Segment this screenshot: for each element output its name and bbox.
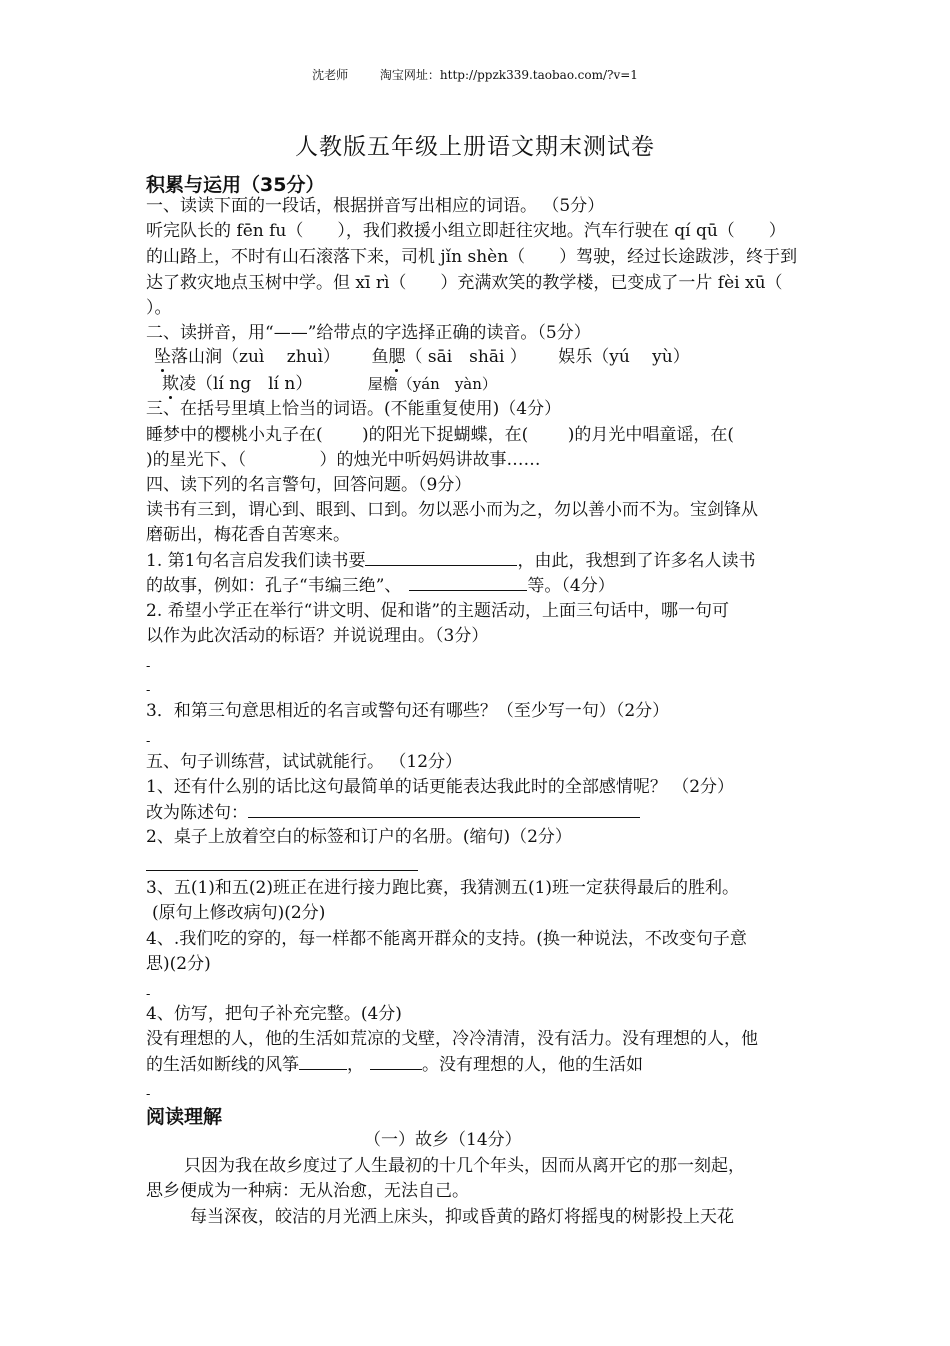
q5-line-1: 1、还有什么别的话比这句最简单的话更能表达我此时的全部感情呢？ （2分） bbox=[146, 777, 735, 797]
answer-line-mark: - bbox=[146, 1087, 151, 1102]
q4-quote-b: 磨砺出，梅花香自苦寒来。 bbox=[146, 525, 350, 545]
reading-1-title: （一）故乡（14分） bbox=[364, 1130, 522, 1150]
q1-line-d: ）。 bbox=[146, 298, 172, 318]
q5-text: 。没有理想的人，他的生活如 bbox=[422, 1055, 643, 1075]
q4-text: 等。（4分） bbox=[527, 576, 615, 596]
q5-line-2 bbox=[146, 801, 640, 824]
page-header bbox=[0, 66, 950, 83]
q5-line-8: 4、仿写，把句子补充完整。(4分) bbox=[146, 1004, 402, 1024]
q2-line-b bbox=[162, 373, 497, 395]
q3-heading: 三、在括号里填上恰当的词语。(不能重复使用)（4分） bbox=[146, 399, 562, 419]
q2-item-3: 娱乐（yú yù） bbox=[558, 347, 690, 367]
q5-text: ， bbox=[347, 1055, 364, 1075]
q5-text: 的生活如断线的风筝 bbox=[146, 1055, 299, 1075]
answer-line-mark: - bbox=[146, 987, 151, 1002]
answer-line-mark: - bbox=[146, 734, 151, 749]
q5-line-7: 思)(2分) bbox=[146, 954, 211, 974]
q2-item-1: 落山涧（zuì zhuì） bbox=[171, 347, 341, 367]
q4-text: 1. 第1句名言启发我们读书要 bbox=[146, 551, 366, 571]
q5-heading: 五、句子训练营，试试就能行。 （12分） bbox=[146, 752, 463, 772]
q2-line-a bbox=[154, 346, 690, 368]
q5-line-5: (原句上修改病句)(2分) bbox=[152, 903, 326, 923]
header-shop-url: 淘宝网址：http://ppzk339.taobao.com/?v=1 bbox=[379, 68, 638, 82]
q5-text: 改为陈述句： bbox=[146, 803, 248, 823]
q2-item-2-pinyin: （ sāi shāi ） bbox=[405, 347, 527, 367]
q2-heading: 二、读拼音，用“——”给带点的字选择正确的读音。（5分） bbox=[146, 323, 591, 343]
q5-line-6: 4、.我们吃的穿的，每一样都不能离开群众的支持。(换一种说法，不改变句子意 bbox=[146, 929, 747, 949]
q3-line-a: 睡梦中的樱桃小丸子在( )的阳光下捉蝴蝶，在( )的月光中唱童谣，在( bbox=[146, 425, 734, 445]
dotted-char: 坠 bbox=[154, 347, 171, 367]
q4-line-3: 2. 希望小学正在举行“讲文明、促和谐”的主题活动，上面三句话中，哪一句可 bbox=[146, 601, 730, 621]
section-reading: 阅读理解 bbox=[146, 1106, 223, 1128]
answer-blank[interactable] bbox=[370, 1053, 422, 1070]
answer-blank[interactable] bbox=[248, 801, 640, 818]
page-title: 人教版五年级上册语文期末测试卷 bbox=[295, 134, 655, 160]
q1-heading: 一、读读下面的一段话，根据拼音写出相应的词语。 （5分） bbox=[146, 196, 605, 216]
q5-line-10 bbox=[146, 1053, 643, 1076]
q4-heading: 四、读下列的名言警句，回答问题。（9分） bbox=[146, 475, 472, 495]
reading-1-para-1b: 思乡便成为一种病：无从治愈，无法自己。 bbox=[146, 1181, 469, 1201]
q4-text: ，由此，我想到了许多名人读书 bbox=[517, 551, 756, 571]
q4-text: 的故事，例如：孔子“韦编三绝”、 bbox=[146, 576, 402, 596]
q5-line-3: 2、桌子上放着空白的标签和订户的名册。(缩句)（2分） bbox=[146, 827, 572, 847]
q4-line-5: 3．和第三句意思相近的名言或警句还有哪些？（至少写一句）（2分） bbox=[146, 701, 670, 721]
answer-blank[interactable] bbox=[146, 854, 418, 871]
answer-line-mark: - bbox=[146, 659, 151, 674]
q4-line-4: 以作为此次活动的标语？并说说理由。（3分） bbox=[146, 626, 489, 646]
q2-item-5: 屋檐（yán yàn） bbox=[367, 375, 497, 393]
header-teacher: 沈老师 bbox=[312, 68, 349, 82]
q1-line-a: 听完队长的 fēn fu（ ），我们救援小组立即赶往灾地。汽车行驶在 qí qū（ ） bbox=[146, 221, 786, 241]
reading-1-para-2: 每当深夜，皎洁的月光洒上床头，抑或昏黄的路灯将摇曳的树影投上天花 bbox=[190, 1207, 734, 1227]
dotted-char: 欺 bbox=[162, 374, 179, 394]
q4-quote-a: 读书有三到，谓心到、眼到、口到。勿以恶小而为之，勿以善小而不为。宝剑锋从 bbox=[146, 500, 758, 520]
q2-item-2: 鱼 bbox=[371, 347, 389, 367]
q4-line-2 bbox=[146, 574, 615, 597]
q1-line-b: 的山路上，不时有山石滚落下来，司机 jǐn shèn（ ）驾驶，经过长途跋涉，终于到 bbox=[146, 247, 798, 267]
answer-blank[interactable] bbox=[365, 549, 517, 566]
answer-blank[interactable] bbox=[409, 574, 527, 591]
q5-line-9: 没有理想的人，他的生活如荒凉的戈壁，冷冷清清，没有活力。没有理想的人，他 bbox=[146, 1029, 758, 1049]
q2-item-4: 凌（lí ng lí n） bbox=[179, 374, 313, 394]
dotted-char: 腮 bbox=[388, 347, 406, 367]
q3-line-b: )的星光下、（ ）的烛光中听妈妈讲故事…… bbox=[146, 450, 541, 470]
answer-line-mark: - bbox=[146, 683, 151, 698]
q1-line-c: 达了救灾地点玉树中学。但 xī rì（ ）充满欢笑的教学楼，已变成了一片 fèi xū（ bbox=[146, 273, 783, 293]
q5-line-4: 3、五(1)和五(2)班正在进行接力跑比赛，我猜测五(1)班一定获得最后的胜利。 bbox=[146, 878, 740, 898]
section-accumulation: 积累与运用（35分） bbox=[146, 174, 325, 196]
q4-line-1 bbox=[146, 549, 755, 572]
answer-blank[interactable] bbox=[299, 1053, 347, 1070]
reading-1-para-1: 只因为我在故乡度过了人生最初的十几个年头，因而从离开它的那一刻起， bbox=[184, 1156, 745, 1176]
